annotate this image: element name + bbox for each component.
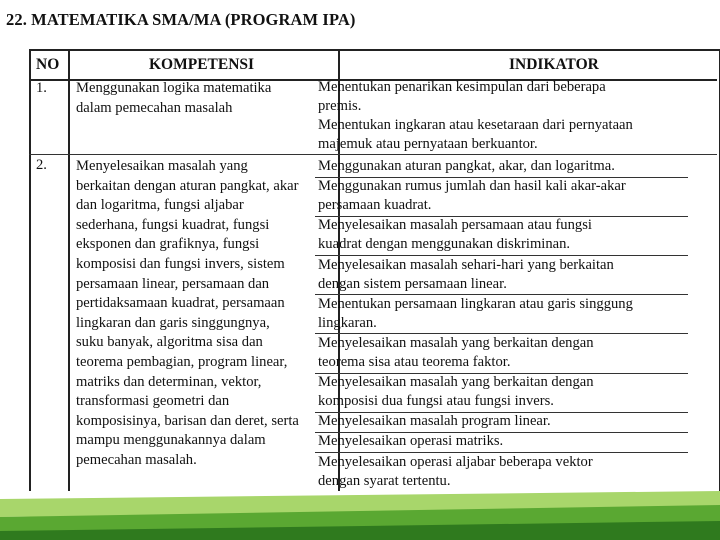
indikator-item: Menggunakan rumus jumlah dan hasil kali akar-akar [318, 178, 626, 195]
indikator-item: persamaan kuadrat. [318, 197, 432, 214]
kompetensi-line: matriks dan determinan, vektor, [76, 373, 262, 390]
kompetensi-line: transformasi geometri dan [76, 393, 230, 410]
indikator-item: lingkaran. [318, 314, 377, 331]
kompetensi-line: suku banyak, algoritma sisa dan [76, 334, 263, 351]
row1-no: 1. [36, 80, 47, 96]
indikator-item: Menyelesaikan operasi matriks. [318, 433, 504, 450]
indikator-item: Menentukan ingkaran atau kesetaraan dari pernyataan [318, 117, 633, 133]
indikator-item: kuadrat dengan menggunakan diskriminan. [318, 236, 571, 253]
header-no: NO [36, 56, 60, 73]
kompetensi-line: persamaan linear, persamaan dan [76, 275, 270, 292]
kompetensi-line: dan logaritma, fungsi aljabar [76, 197, 244, 214]
indikator-item: Menyelesaikan operasi aljabar beberapa vektor [318, 453, 593, 470]
decorative-green-band [0, 491, 720, 540]
kompetensi-line: pemecahan masalah. [76, 452, 197, 468]
indikator-item: Menentukan penarikan kesimpulan dari beberapa [318, 79, 606, 95]
kompetensi-line: sederhana, fungsi kuadrat, fungsi [76, 216, 270, 233]
header-kompetensi: KOMPETENSI [149, 56, 255, 73]
indikator-item: dengan sistem persamaan linear. [318, 275, 507, 292]
indikator-item: Menyelesaikan masalah persamaan atau fungsi [318, 217, 592, 234]
indikator-item: Menyelesaikan masalah sehari-hari yang berkaitan [318, 256, 614, 273]
row2-no: 2. [36, 157, 47, 173]
kompetensi-line: Menyelesaikan masalah yang [76, 158, 248, 174]
kompetensi-line: mampu menggunakannya dalam [76, 432, 266, 449]
indikator-item: teorema sisa atau teorema faktor. [318, 354, 511, 370]
row-separator [29, 154, 717, 155]
kompetensi-line: teorema pembagian, program linear, [76, 354, 288, 370]
indikator-item: majemuk atau pernyataan berkuantor. [318, 136, 538, 152]
kompetensi-line: lingkaran dan garis singgungnya, [76, 314, 270, 331]
kompetensi-line: komposisinya, barisan dan deret, serta [76, 412, 299, 429]
kompetensi-line: berkaitan dengan aturan pangkat, akar [76, 177, 299, 194]
kompetensi-line: Menggunakan logika matematika [76, 80, 272, 96]
indikator-item: Menentukan persamaan lingkaran atau garis singgung [318, 295, 633, 312]
header-indikator: INDIKATOR [509, 56, 599, 73]
kompetensi-line: dalam pemecahan masalah [76, 99, 233, 116]
indikator-item: premis. [318, 98, 362, 114]
indikator-item: Menyelesaikan masalah program linear. [318, 413, 551, 430]
indikator-item: komposisi dua fungsi atau fungsi invers. [318, 393, 554, 410]
kompetensi-line: komposisi dan fungsi invers, sistem [76, 256, 285, 272]
kompetensi-line: pertidaksamaan kuadrat, persamaan [76, 295, 285, 312]
column-no [29, 51, 70, 494]
page-title: 22. MATEMATIKA SMA/MA (PROGRAM IPA) [6, 10, 356, 29]
indikator-item: Menyelesaikan masalah yang berkaitan dengan [318, 374, 594, 391]
indikator-item: Menyelesaikan masalah yang berkaitan dengan [318, 334, 594, 351]
table-header [29, 51, 717, 81]
indikator-item: Menggunakan aturan pangkat, akar, dan logaritma. [318, 158, 615, 174]
kompetensi-line: eksponen dan grafiknya, fungsi [76, 236, 260, 253]
indikator-item: dengan syarat tertentu. [318, 472, 451, 489]
